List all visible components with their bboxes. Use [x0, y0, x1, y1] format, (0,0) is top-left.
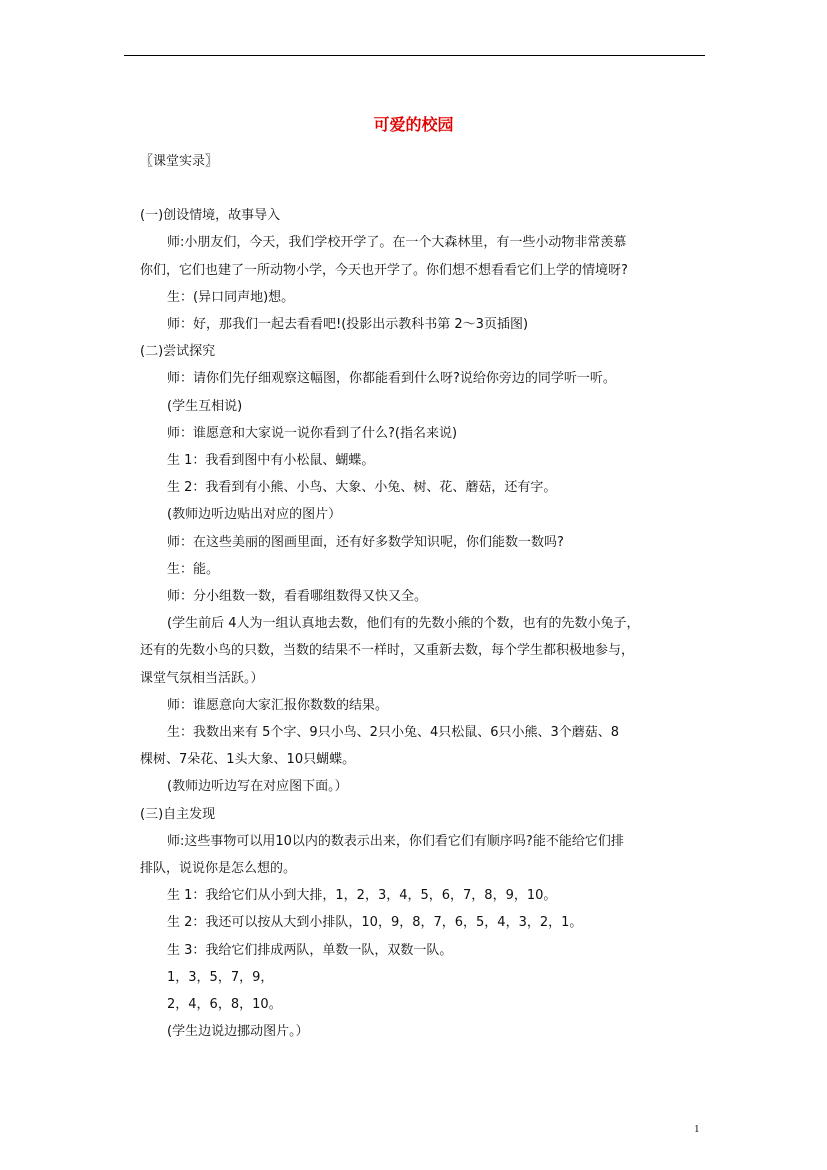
paragraph-line: 生：能。	[167, 561, 220, 577]
section-heading: (一)创设情境，故事导入	[140, 208, 281, 224]
paragraph-line: 2，4，6，8，10。	[167, 997, 282, 1013]
paragraph-line: 师：在这些美丽的图画里面，还有好多数学知识呢，你们能数一数吗?	[167, 534, 564, 550]
header-rule	[124, 55, 705, 56]
paragraph-line: 生 3：我给它们排成两队，单数一队，双数一队。	[167, 942, 453, 958]
paragraph-line: 还有的先数小鸟的只数，当数的结果不一样时，又重新去数，每个学生都积极地参与，	[140, 643, 635, 659]
paragraph-line: 生 1：我看到图中有小松鼠、蝴蝶。	[167, 453, 375, 469]
paragraph-line: 师：分小组数一数，看看哪组数得又快又全。	[167, 589, 428, 605]
document-title: 可爱的校园	[373, 115, 454, 134]
paragraph-line: 师：好，那我们一起去看看吧!(投影出示教科书第 2～3页插图)	[167, 317, 529, 333]
paragraph-line: 课堂气氛相当活跃。）	[140, 670, 264, 686]
paragraph-line: 师：请你们先仔细观察这幅图，你都能看到什么呀?说给你旁边的同学听一听。	[167, 371, 616, 387]
paragraph-line: 生 2：我看到有小熊、小鸟、大象、小兔、树、花、蘑菇，还有字。	[167, 480, 557, 496]
paragraph-line: 生 1：我给它们从小到大排，1，2，3，4，5，6，7，8，9，10。	[167, 888, 557, 904]
paragraph-line: 师：谁愿意和大家说一说你看到了什么?(指名来说)	[167, 425, 458, 441]
paragraph-line: 生：(异口同声地)想。	[167, 289, 295, 305]
section-heading: (二)尝试探究	[140, 344, 216, 360]
document-body	[140, 148, 696, 1046]
paragraph-line: 师:小朋友们，今天，我们学校开学了。在一个大森林里，有一些小动物非常羡慕	[167, 235, 627, 251]
section-label: 〖课堂实录〗	[140, 154, 219, 169]
paragraph-line: (学生前后 4人为一组认真地去数，他们有的先数小熊的个数，也有的先数小兔子，	[167, 616, 640, 632]
page-number: 1	[694, 1123, 700, 1135]
paragraph-line: 师:这些事物可以用10以内的数表示出来，你们看它们有顺序吗?能不能给它们排	[167, 833, 624, 849]
paragraph-line: 棵树、7朵花、1头大象、10只蝴蝶。	[140, 752, 356, 768]
paragraph-line: 排队，说说你是怎么想的。	[140, 861, 297, 877]
paragraph-line: 你们，它们也建了一所动物小学，今天也开学了。你们想不想看看它们上学的情境呀?	[140, 262, 628, 278]
paragraph-line: (学生互相说)	[167, 398, 243, 414]
paragraph-line: 生：我数出来有 5个字、9只小鸟、2只小兔、4只松鼠、6只小熊、3个蘑菇、8	[167, 725, 620, 741]
paragraph-line: 1，3，5，7，9，	[167, 969, 274, 985]
paragraph-line: (教师边听边写在对应图下面。）	[167, 779, 348, 795]
section-heading: (三)自主发现	[140, 806, 216, 822]
paragraph-line: 生 2：我还可以按从大到小排队，10，9，8，7，6，5，4，3，2，1。	[167, 915, 583, 931]
paragraph-line: (学生边说边挪动图片。）	[167, 1024, 309, 1040]
paragraph-line: (教师边听边贴出对应的图片）	[167, 507, 342, 523]
paragraph-line: 师：谁愿意向大家汇报你数数的结果。	[167, 697, 389, 713]
